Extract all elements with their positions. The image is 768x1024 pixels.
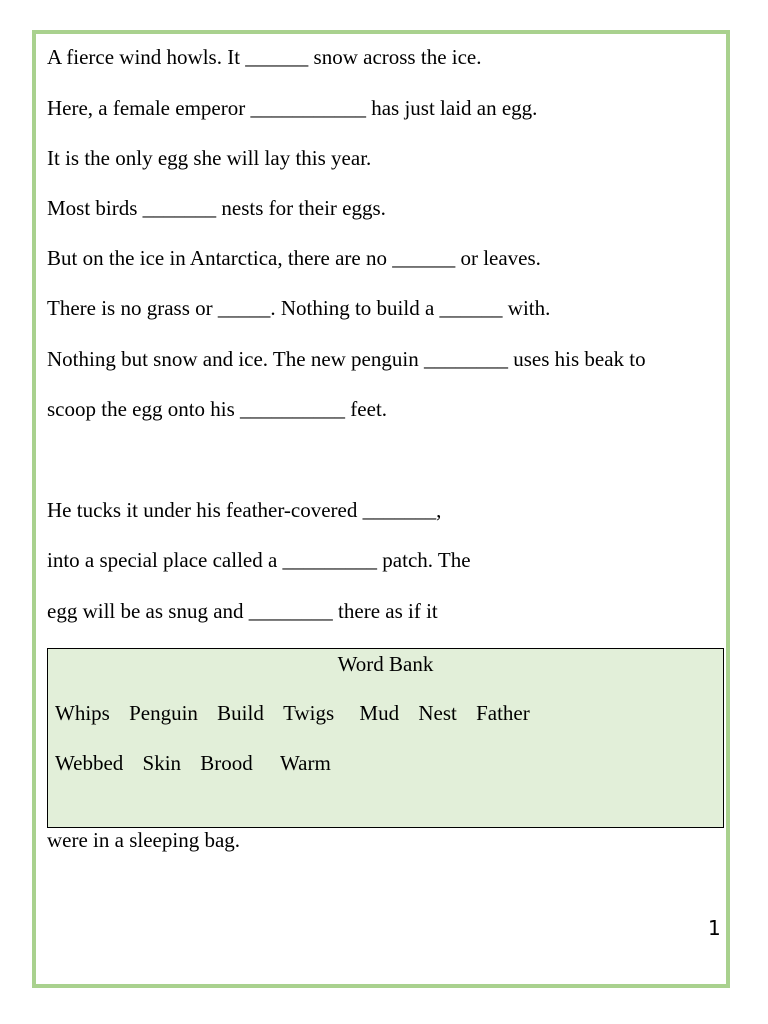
- word-bank-row-1: [55, 701, 544, 725]
- text-line: scoop the egg onto his __________ feet.: [47, 397, 388, 421]
- text-line: Nothing but snow and ice. The new penguin ________ uses his beak to: [47, 347, 646, 371]
- text-line: were in a sleeping bag.: [47, 828, 241, 852]
- word-bank-word: Warm: [280, 751, 331, 775]
- word-bank-word: Penguin: [129, 701, 198, 725]
- text-line: Here, a female emperor ___________ has just laid an egg.: [47, 96, 538, 120]
- text-line: egg will be as snug and ________ there as if it: [47, 599, 438, 623]
- text-line: into a special place called a _________ patch. The: [47, 548, 471, 572]
- word-bank-box: [47, 648, 724, 828]
- text-line: It is the only egg she will lay this year.: [47, 146, 372, 170]
- word-bank-word: Father: [476, 701, 530, 725]
- word-bank-word: Build: [217, 701, 264, 725]
- word-bank-word: Twigs: [283, 701, 335, 725]
- text-line: A fierce wind howls. It ______ snow across the ice.: [47, 45, 482, 69]
- text-line: He tucks it under his feather-covered _______,: [47, 498, 442, 522]
- word-bank-word: Skin: [142, 751, 182, 775]
- page-number: 1: [708, 916, 721, 940]
- word-bank-word: Nest: [418, 701, 457, 725]
- word-bank-word: Mud: [359, 701, 400, 725]
- word-bank-row-2: [55, 751, 345, 775]
- word-bank-word: Brood: [200, 751, 253, 775]
- word-bank-word: Webbed: [55, 751, 124, 775]
- text-line: Most birds _______ nests for their eggs.: [47, 196, 386, 220]
- word-bank-title: Word Bank: [337, 652, 434, 676]
- text-line: There is no grass or _____. Nothing to build a ______ with.: [47, 296, 551, 320]
- text-line: But on the ice in Antarctica, there are no ______ or leaves.: [47, 246, 541, 270]
- word-bank-word: Whips: [55, 701, 110, 725]
